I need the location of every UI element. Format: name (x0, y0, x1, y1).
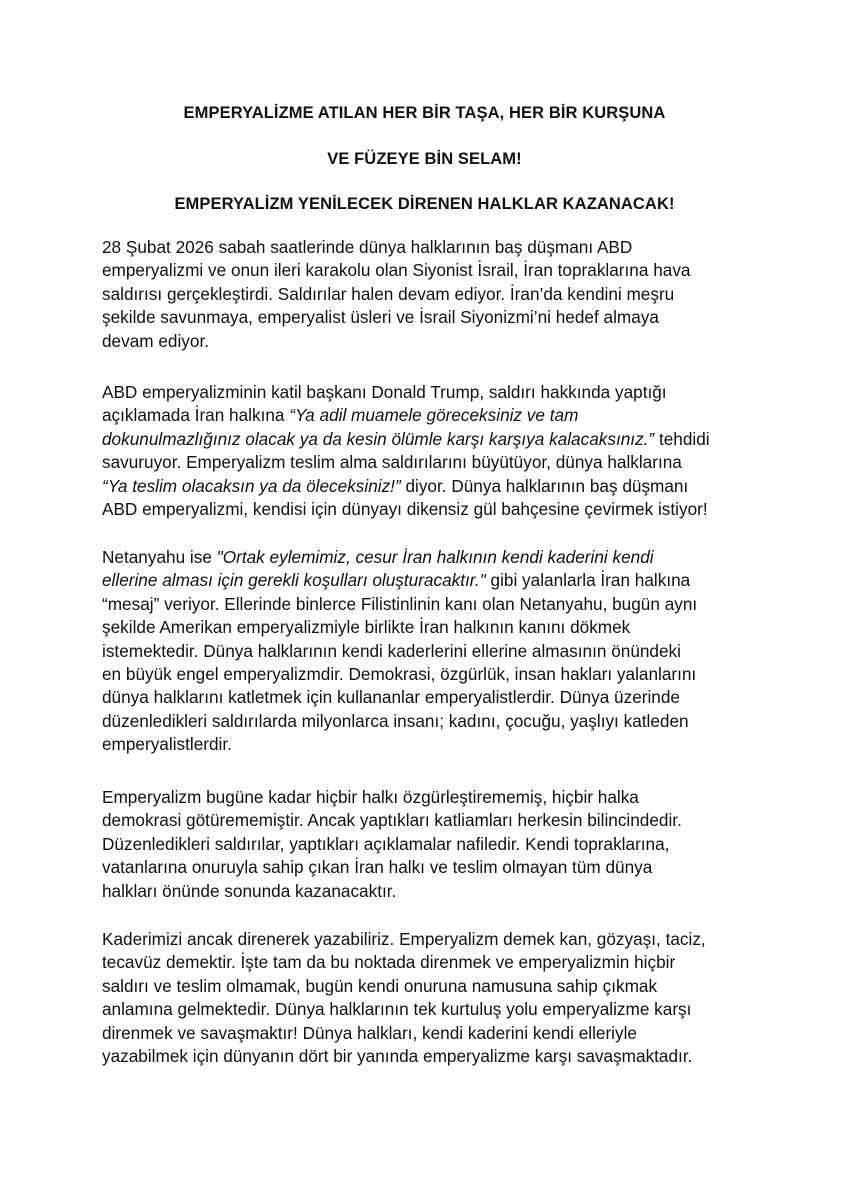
paragraph-5 (102, 928, 762, 1068)
heading-line-1: EMPERYALİZME ATILAN HER BİR TAŞA, HER BİR KURŞUNA (183, 104, 666, 122)
text-line: saldırı ve teslim olmamak, bugün kendi onuruna namusuna sahip çıkmak (102, 975, 658, 996)
text-line: Kaderimizi ancak direnerek yazabiliriz. Emperyalizm demek kan, gözyaşı, taciz, (102, 929, 706, 949)
text-line: ABD emperyalizmi, kendisi için dünyayı dikensiz gül bahçesine çevirmek istiyor! (102, 499, 708, 520)
text-line (102, 546, 762, 569)
quote-text: “Ya teslim olacaksın ya da öleceksiniz!” (102, 475, 401, 496)
text-line: “mesaj” veriyor. Ellerinde binlerce Filistinlinin kanı olan Netanyahu, bugün aynı (102, 593, 698, 614)
text-line: istemektedir. Dünya halklarının kendi kaderlerini ellerine almasının önündeki (102, 640, 681, 661)
text-line: devam ediyor. (102, 330, 210, 351)
paragraph-3 (102, 546, 762, 757)
text-line: yazabilmek için dünyanın dört bir yanında emperyalizme karşı savaşmaktadır. (102, 1046, 693, 1067)
quote-text: “Ya adil muamele göreceksiniz ve tam (289, 405, 579, 426)
text-line: 28 Şubat 2026 sabah saatlerinde dünya halklarının baş düşmanı ABD (102, 237, 633, 257)
text-run: Netanyahu ise (102, 547, 217, 567)
text-line: tecavüz demektir. İşte tam da bu noktada direnmek ve emperyalizmin hiçbir (102, 952, 676, 973)
text-run: gibi yalanlarla İran halkına (485, 570, 691, 591)
quote-text: ellerine alması için gerekli koşulları oluşturacaktır." (102, 570, 486, 591)
text-line: düzenledikleri saldırılarda milyonlarca insanı; kadını, çocuğu, yaşlıyı katleden (102, 710, 689, 731)
quote-text: "Ortak eylemimiz, cesur İran halkının kendi kaderini kendi (216, 547, 654, 567)
text-line (102, 475, 762, 498)
text-line: dünya halklarını katletmek için kullananlar emperyalistlerdir. Dünya üzerinde (102, 687, 680, 708)
text-run: diyor. Dünya halklarının baş düşmanı (400, 475, 689, 496)
text-line (102, 428, 762, 451)
text-line: şekilde Amerikan emperyalizmiyle birlikte İran halkının kanını dökmek (102, 617, 631, 638)
text-line: saldırısı gerçekleştirdi. Saldırılar halen devam ediyor. İran’da kendini meşru (102, 283, 675, 304)
text-run: açıklamada İran halkına (102, 405, 290, 426)
text-line (102, 404, 762, 427)
quote-text: dokunulmazlığınız olacak ya da kesin ölümle karşı karşıya kalacaksınız.” (102, 428, 655, 449)
text-line: emperyalizmi ve onun ileri karakolu olan Siyonist İsrail, İran topraklarına hava (102, 260, 691, 281)
paragraph-2 (102, 381, 762, 521)
text-line: Emperyalizm bugüne kadar hiçbir halkı özgürleştirememiş, hiçbir halka (102, 787, 639, 807)
text-line (102, 569, 762, 592)
heading-line-2: VE FÜZEYE BİN SELAM! (327, 150, 522, 168)
text-line: şekilde savunmaya, emperyalist üsleri ve İsrail Siyonizmi’ni hedef almaya (102, 307, 659, 328)
text-line: halkları önünde sonunda kazanacaktır. (102, 880, 397, 901)
text-line: direnmek ve savaşmaktır! Dünya halkları, kendi kaderini kendi elleriyle (102, 1022, 637, 1043)
text-run: tehdidi (654, 428, 710, 449)
text-line: ABD emperyalizminin katil başkanı Donald Trump, saldırı hakkında yaptığı (102, 382, 667, 402)
text-line: anlamına gelmektedir. Dünya halklarının tek kurtuluş yolu emperyalizme karşı (102, 999, 692, 1020)
text-line: vatanlarına onuruyla sahip çıkan İran halkı ve teslim olmayan tüm dünya (102, 857, 653, 878)
heading-line-3: EMPERYALİZM YENİLECEK DİRENEN HALKLAR KAZANACAK! (174, 195, 675, 213)
text-line: Düzenledikleri saldırılar, yaptıkları açıklamalar nafiledir. Kendi topraklarına, (102, 833, 670, 854)
text-line: en büyük engel emperyalizmdir. Demokrasi, özgürlük, insan hakları yalanlarını (102, 664, 697, 685)
paragraph-1 (102, 236, 762, 353)
paragraph-4 (102, 786, 762, 903)
text-line: demokrasi götürememiştir. Ancak yaptıkları katliamları herkesin bilincindedir. (102, 810, 682, 831)
text-line: savuruyor. Emperyalizm teslim alma saldırılarını büyütüyor, dünya halklarına (102, 452, 682, 473)
text-line: emperyalistlerdir. (102, 734, 232, 755)
